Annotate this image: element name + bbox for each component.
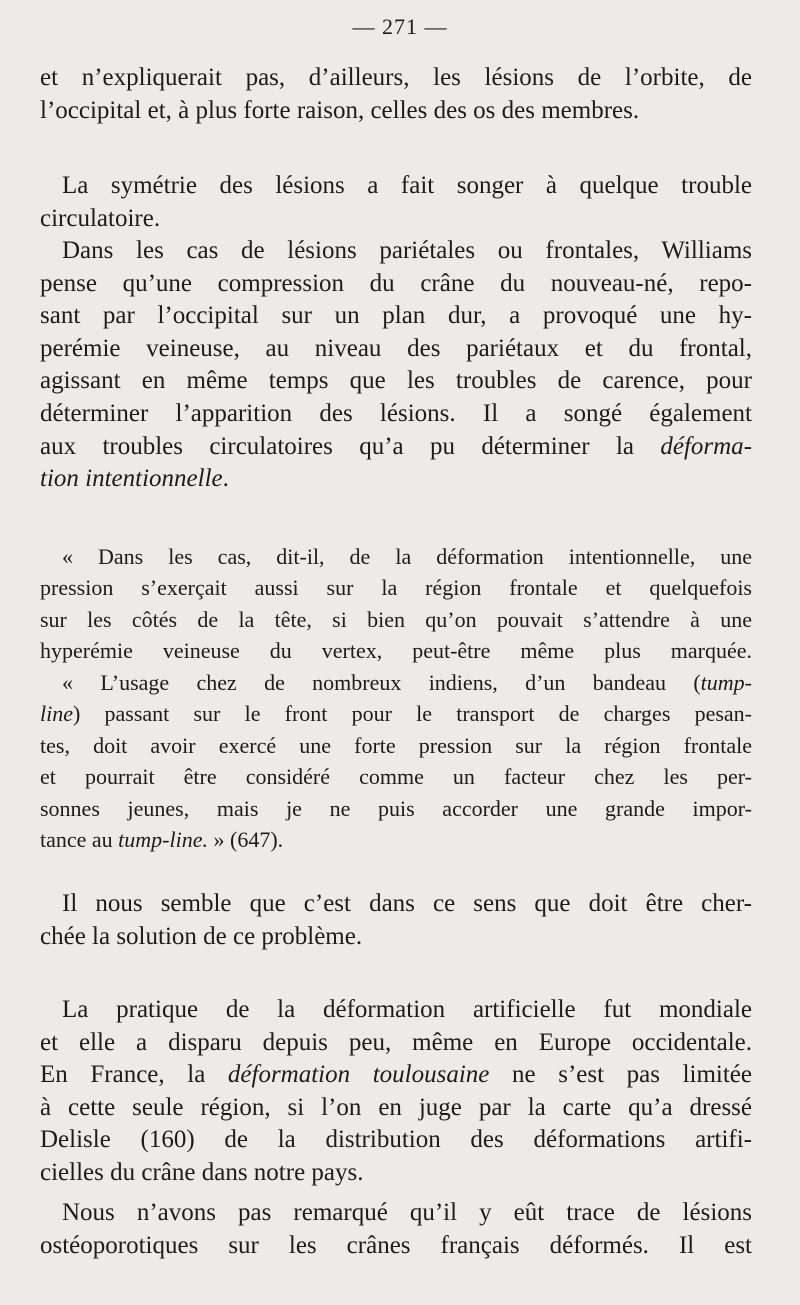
text-line: déterminer l’apparition des lésions. Il a songé également [40, 399, 752, 427]
text-run: . [222, 465, 229, 493]
italic-text: tump- [700, 670, 752, 695]
italic-text: déformation toulousaine [227, 1061, 490, 1089]
text-line: sur les côtés de la tête, si bien qu’on pouvait s’attendre à une [40, 606, 752, 632]
quotation-1 [40, 541, 752, 667]
text-line: Delisle (160) de la distribution des déformations artifi- [40, 1126, 752, 1154]
text-line: La pratique de la déformation artificielle fut mondiale [62, 996, 752, 1023]
text-line: « Dans les cas, dit-il, de la déformation intentionnelle, une [62, 544, 752, 569]
quotation-2 [40, 667, 752, 855]
text-line: circulatoire. [40, 204, 161, 232]
text-run: » (647). [208, 827, 284, 853]
page-number: — 271 — [352, 14, 448, 39]
text-line: sonnes jeunes, mais je ne puis accorder une grande impor- [40, 795, 752, 821]
text-line: pense qu’une compression du crâne du nouveau-né, repo- [40, 269, 752, 297]
text-line: agissant en même temps que les troubles de carence, pour [40, 367, 752, 395]
italic-text: line [40, 701, 73, 727]
text-line: hyperémie veineuse du vertex, peut-être même plus marquée. [40, 638, 752, 664]
text-line: pression s’exerçait aussi sur la région frontale et quelquefois [40, 575, 752, 601]
text-line: cielles du crâne dans notre pays. [40, 1158, 364, 1186]
paragraph-6 [40, 1197, 752, 1262]
text-line: chée la solution de ce problème. [40, 922, 363, 950]
text-line: Il nous semble que c’est dans ce sens que doit être cher- [62, 890, 752, 917]
text-line: et elle a disparu depuis peu, même en Europe occidentale. [40, 1028, 752, 1056]
text-line [40, 667, 752, 698]
text-line: sant par l’occipital sur un plan dur, a provoqué une hy- [40, 302, 752, 330]
italic-text: tump-line. [118, 827, 208, 853]
paragraph-1 [40, 62, 752, 127]
text-run: En France, la [40, 1061, 228, 1089]
text-run: ne s’est pas limitée [489, 1061, 752, 1089]
text-line: La symétrie des lésions a fait songer à quelque trouble [62, 172, 752, 199]
text-line: et pourrait être considéré comme un facteur chez les per- [40, 764, 752, 790]
text-run: ) passant sur le front pour le transport de charges pesan- [73, 701, 752, 727]
paragraph-2 [40, 170, 752, 235]
text-line: Nous n’avons pas remarqué qu’il y eût trace de lésions [62, 1199, 752, 1226]
paragraph-3 [40, 235, 752, 496]
italic-text: tion intentionnelle [40, 465, 223, 493]
text-run: « L’usage chez de nombreux indiens, d’un bandeau ( [62, 670, 701, 695]
italic-text: déforma- [660, 432, 752, 460]
text-line: tes, doit avoir exercé une forte pression sur la région frontale [40, 732, 752, 758]
text-run: aux troubles circulatoires qu’a pu déterminer la [40, 432, 634, 460]
text-run: tance au [40, 827, 119, 853]
text-line: Dans les cas de lésions pariétales ou frontales, Williams [62, 237, 752, 264]
text-line [40, 698, 752, 729]
text-line: et n’expliquerait pas, d’ailleurs, les lésions de l’orbite, de [40, 64, 752, 91]
text-line [40, 824, 752, 855]
text-line: à cette seule région, si l’on en juge par la carte qu’a dressé [40, 1093, 752, 1121]
paragraph-4 [40, 888, 752, 953]
text-line [40, 431, 752, 464]
text-line [40, 463, 752, 496]
paragraph-5 [40, 994, 752, 1190]
text-line: l’occipital et, à plus forte raison, celles des os des membres. [40, 96, 640, 124]
text-line [40, 1059, 752, 1092]
text-line: ostéoporotiques sur les crânes français déformés. Il est [40, 1231, 752, 1259]
text-line: perémie veineuse, au niveau des pariétaux et du frontal, [40, 334, 752, 362]
